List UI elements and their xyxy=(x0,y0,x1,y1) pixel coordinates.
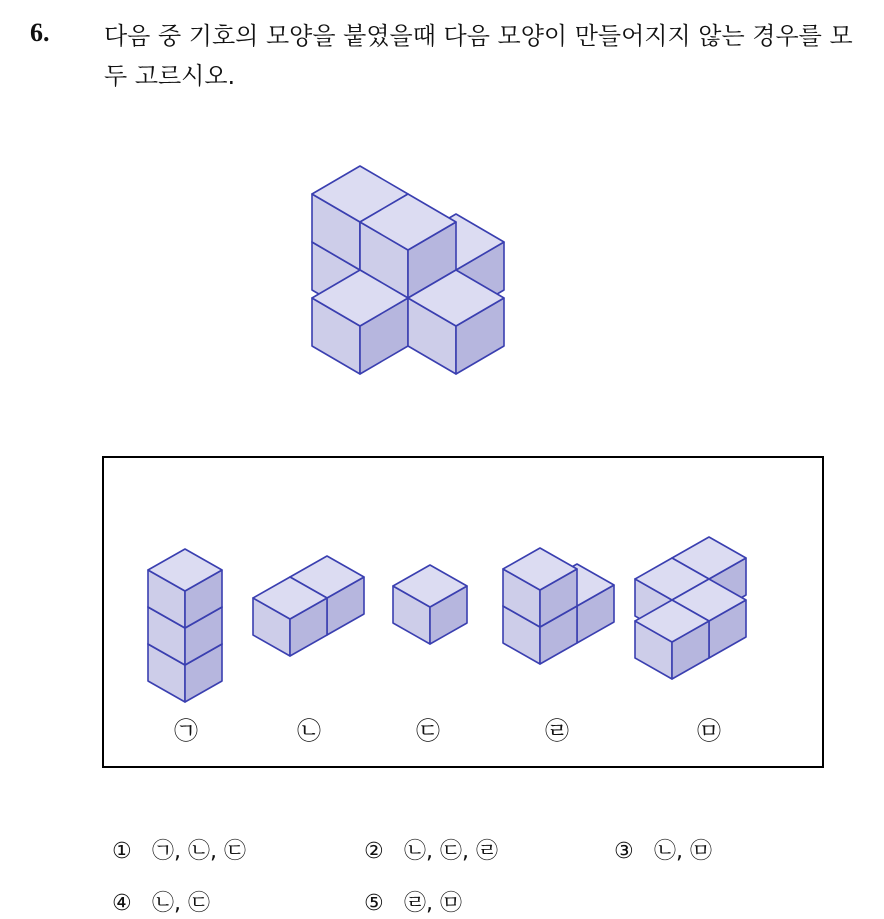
choice-1-text: ㉠, ㉡, ㉢ xyxy=(152,839,246,864)
piece-label-d: ㉣ xyxy=(545,717,569,745)
choice-1-number: ① xyxy=(112,839,132,864)
choice-1[interactable] xyxy=(112,834,246,865)
choice-2[interactable] xyxy=(364,834,498,865)
question-text: 다음 중 기호의 모양을 붙였을때 다음 모양이 만들어지지 않는 경우를 모두 고르시오. xyxy=(104,22,853,90)
choice-5[interactable] xyxy=(364,886,462,917)
choice-3-text: ㉡, ㉤ xyxy=(654,839,712,864)
choice-2-number: ② xyxy=(364,839,384,864)
choice-3-number: ③ xyxy=(614,839,634,864)
choice-2-text: ㉡, ㉢, ㉣ xyxy=(404,839,498,864)
choice-4[interactable] xyxy=(112,886,210,917)
piece-label-c: ㉢ xyxy=(416,717,440,745)
choice-3[interactable] xyxy=(614,834,712,865)
question-number: 6. xyxy=(30,18,50,47)
choice-4-number: ④ xyxy=(112,891,132,916)
choice-4-text: ㉡, ㉢ xyxy=(152,891,210,916)
piece-label-e: ㉤ xyxy=(697,717,721,745)
choice-5-text: ㉣, ㉤ xyxy=(404,891,462,916)
piece-label-b: ㉡ xyxy=(297,717,321,745)
piece-label-a: ㉠ xyxy=(174,717,198,745)
target-shape xyxy=(312,166,504,374)
choice-5-number: ⑤ xyxy=(364,891,384,916)
